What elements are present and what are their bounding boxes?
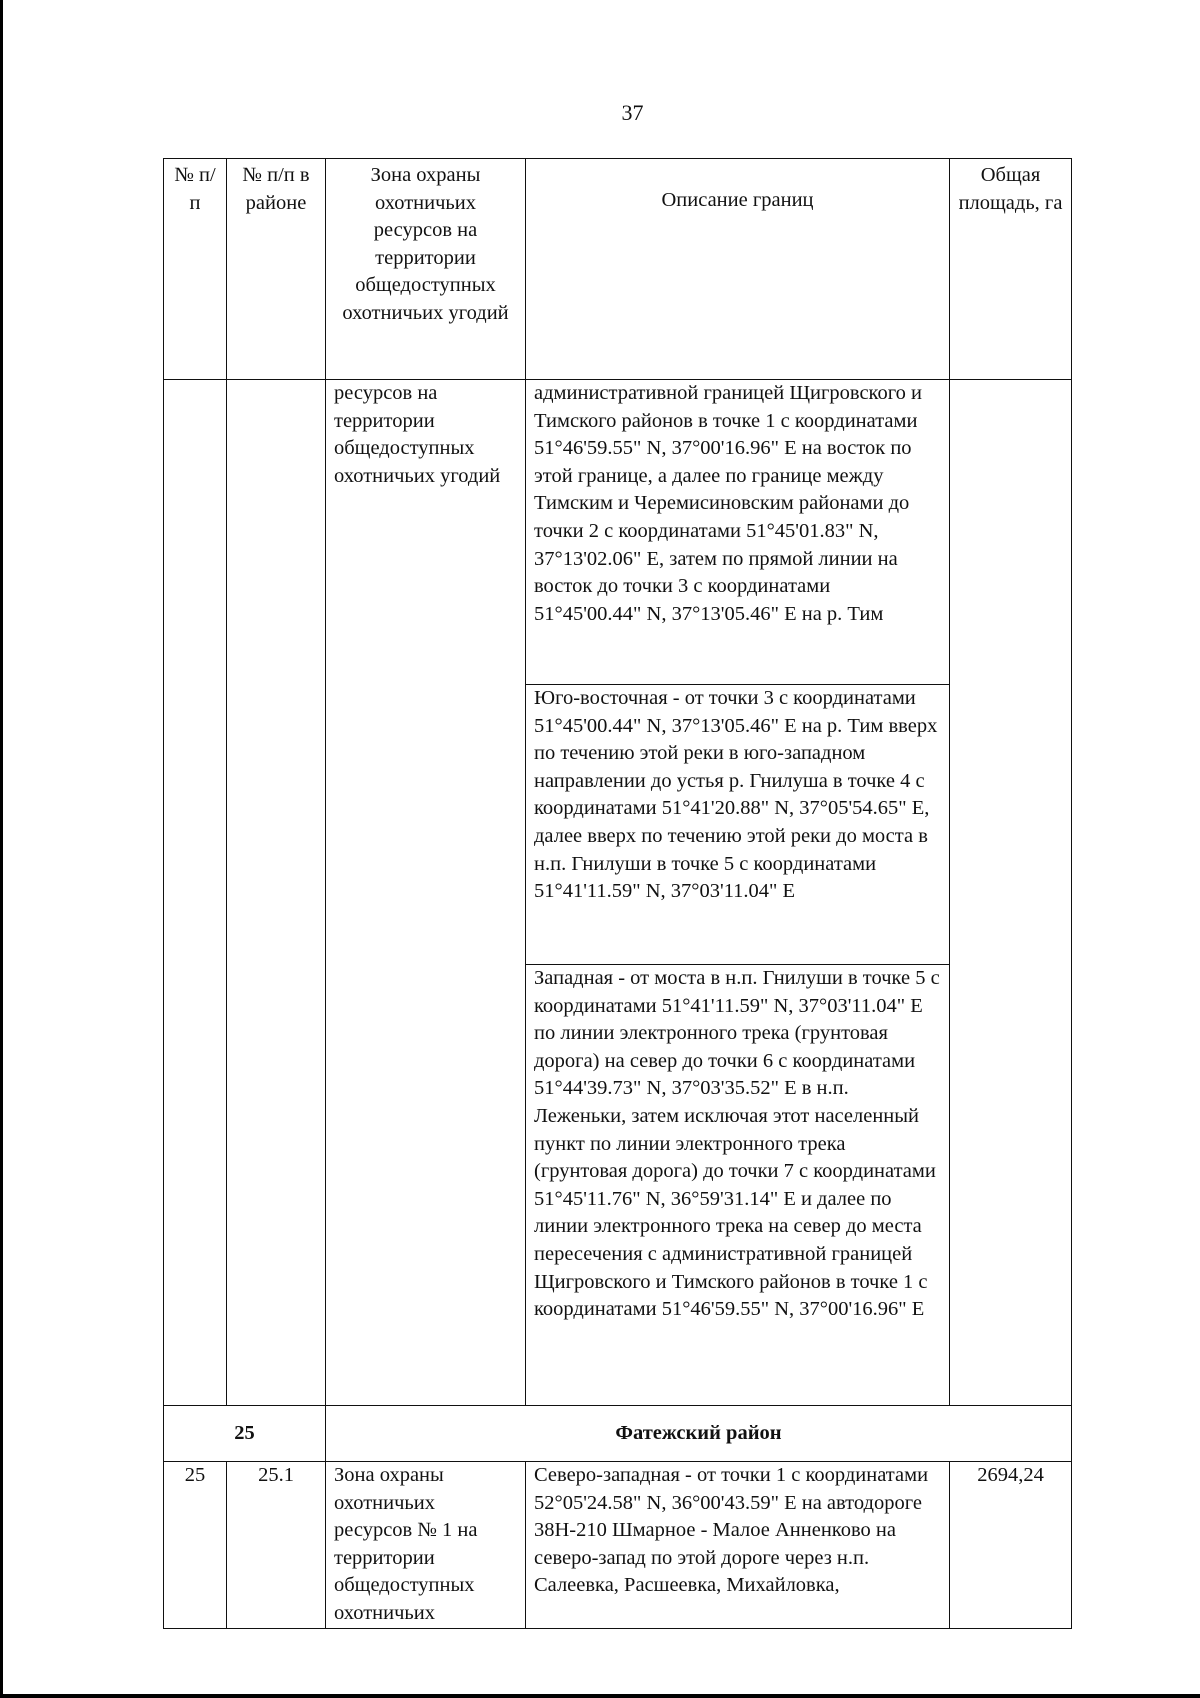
- header-description: Описание границ: [526, 159, 950, 380]
- table-header-row: [164, 159, 1072, 380]
- cell-zone-continued: ресурсов на территории общедоступных охотничьих угодий: [326, 380, 526, 1406]
- header-zone: Зона охраны охотничьих ресурсов на территории общедоступных охотничьих угодий: [326, 159, 526, 380]
- header-num: № п/п: [164, 159, 227, 380]
- header-num-in-district: № п/п в районе: [227, 159, 326, 380]
- cell-area-empty: [950, 380, 1072, 1406]
- cell-num: 25: [164, 1462, 227, 1629]
- cell-desc-southeast: Юго-восточная - от точки 3 с координатами 51°45'00.44" N, 37°13'05.46" Е на р. Тим вверх по течению этой реки в юго-западном направлении до устья р. Гнилуша в точке 4 с координатами 51°41'20.88" N, 37°05'54.65" Е, далее вверх по течению этой реки до моста в н.п. Гнилуши в точке 5 с координатами 51°41'11.59" N, 37°03'11.04" Е: [526, 685, 950, 965]
- cell-zone: Зона охраны охотничьих ресурсов № 1 на территории общедоступных охотничьих: [326, 1462, 526, 1629]
- district-name: Фатежский район: [326, 1406, 1072, 1462]
- cell-desc-north: административной границей Щигровского и Тимского районов в точке 1 с координатами 51°46'59.55" N, 37°00'16.96" Е на восток по этой границе, а далее по границе между Тимским и Черемисиновским районами до точки 2 с координатами 51°45'01.83" N, 37°13'02.06" Е, затем по прямой линии на восток до точки 3 с координатами 51°45'00.44" N, 37°13'05.46" Е на р. Тим: [526, 380, 950, 685]
- header-area: Общая площадь, га: [950, 159, 1072, 380]
- district-number: 25: [164, 1406, 326, 1462]
- cell-desc: Северо-западная - от точки 1 с координатами 52°05'24.58" N, 36°00'43.59" Е на автодороге 38Н-210 Шмарное - Малое Анненково на северо-запад по этой дороге через н.п. Салеевка, Расшеевка, Михайловка,: [526, 1462, 950, 1629]
- cell-desc-west: Западная - от моста в н.п. Гнилуши в точке 5 с координатами 51°41'11.59" N, 37°03'11.04" Е по линии электронного трека (грунтовая дорога) на север до точки 6 с координатами 51°44'39.73" N, 37°03'35.52" Е в н.п. Леженьки, затем исключая этот населенный пункт по линии электронного трека (грунтовая дорога) до точки 7 с координатами 51°45'11.76" N, 36°59'31.14" Е и далее по линии электронного трека на север до места пересечения с административной границей Щигровского и Тимского районов в точке 1 с координатами 51°46'59.55" N, 37°00'16.96" Е: [526, 965, 950, 1406]
- boundaries-table: [163, 158, 1072, 1629]
- scan-edge-bottom: [0, 1694, 1200, 1698]
- scan-edge-left: [0, 0, 3, 1698]
- district-row: [164, 1406, 1072, 1462]
- cell-num-empty: [164, 380, 227, 1406]
- table-row: [164, 1462, 1072, 1629]
- cell-area: 2694,24: [950, 1462, 1072, 1629]
- table-row: [164, 380, 1072, 685]
- page-number: 37: [621, 100, 644, 125]
- cell-num-in-district-empty: [227, 380, 326, 1406]
- cell-num-in-district: 25.1: [227, 1462, 326, 1629]
